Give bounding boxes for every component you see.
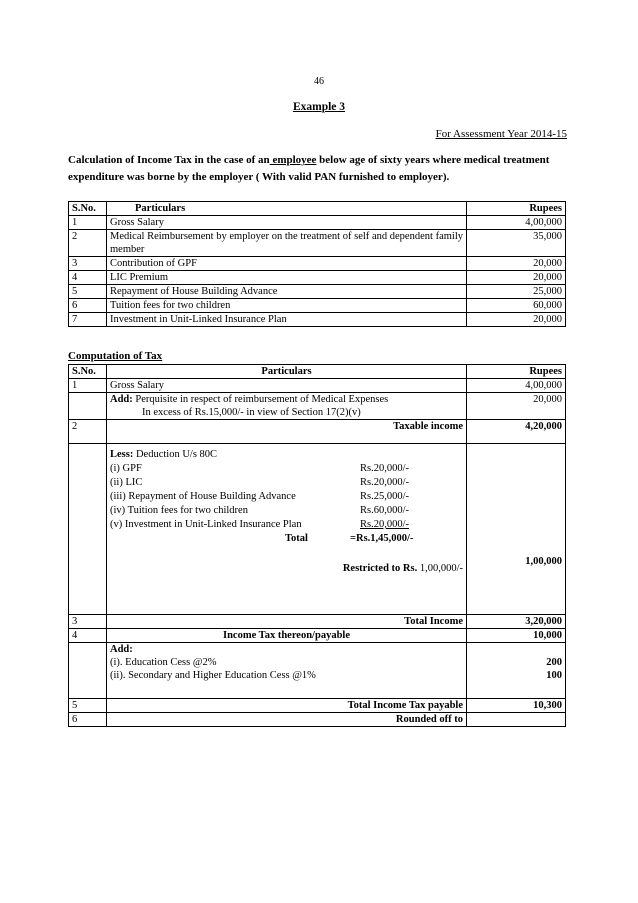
table-row: [69, 313, 566, 327]
row-rupees: 25,000: [467, 285, 566, 299]
computation-header-row: [69, 365, 566, 379]
row-sno: 1: [69, 216, 107, 230]
header-particulars: Particulars: [107, 365, 467, 379]
deduction-item-amount: Rs.20,000/-: [360, 519, 410, 530]
table-row: [69, 420, 566, 444]
header-sno: S.No.: [69, 365, 107, 379]
row-sno: 2: [69, 230, 107, 257]
restricted-line: [343, 562, 463, 575]
deduction-item-amount: Rs.20,000/-: [360, 463, 410, 474]
table-row: [69, 393, 566, 420]
cess-line1: (i). Education Cess @2%: [110, 657, 217, 668]
table-row: [69, 643, 566, 699]
table-row: [69, 299, 566, 313]
header-particulars: Particulars: [107, 202, 467, 216]
table-row: [69, 629, 566, 643]
header-sno: S.No.: [69, 202, 107, 216]
assessment-year: For Assessment Year 2014-15: [435, 128, 567, 140]
deduction-cell: [107, 444, 467, 615]
less-label: Less:: [110, 449, 134, 460]
row-particulars: Income Tax thereon/payable: [107, 629, 467, 643]
deduction-item-name: (iii) Repayment of House Building Advance: [110, 491, 296, 502]
row-particulars: Contribution of GPF: [107, 257, 467, 271]
cess-line2: (ii). Secondary and Higher Education Cess @1%: [110, 670, 316, 681]
calculation-heading: [68, 152, 568, 186]
row-rupees: 3,20,000: [467, 615, 566, 629]
cess-amount1: 200: [546, 657, 562, 668]
add-perquisite: [107, 393, 467, 420]
table-row: [69, 271, 566, 285]
table-row: [69, 230, 566, 257]
row-rupees: 20,000: [467, 313, 566, 327]
row-particulars: Total Income Tax payable: [107, 699, 467, 713]
row-sno: 4: [69, 271, 107, 285]
row-sno: [69, 444, 107, 615]
deduction-item-amount: Rs.25,000/-: [360, 491, 410, 502]
heading-part1: Calculation of Income Tax in the case of an: [68, 154, 270, 166]
deduction-item-name: (i) GPF: [110, 463, 142, 474]
table-row: [69, 379, 566, 393]
deduction-item-amount: Rs.60,000/-: [360, 505, 410, 516]
row-particulars: Medical Reimbursement by employer on the treatment of self and dependent family member: [107, 230, 467, 257]
row-rupees: 4,20,000: [467, 420, 566, 444]
row-rupees: 60,000: [467, 299, 566, 313]
details-table: [68, 201, 566, 327]
header-rupees: Rupees: [467, 365, 566, 379]
row-sno: 3: [69, 615, 107, 629]
deduction-block: [110, 444, 463, 614]
row-sno: 2: [69, 420, 107, 444]
table-row: [69, 713, 566, 727]
total-label: Total: [285, 533, 308, 544]
row-particulars: Gross Salary: [107, 216, 467, 230]
row-sno: 4: [69, 629, 107, 643]
deduction-item-amount: Rs.20,000/-: [360, 477, 410, 488]
row-rupees: 4,00,000: [467, 216, 566, 230]
row-particulars: Taxable income: [107, 420, 467, 444]
table-row: [69, 699, 566, 713]
restricted-label: Restricted to Rs.: [342, 563, 418, 574]
computation-table: [68, 364, 566, 727]
example-title: Example 3: [292, 101, 346, 113]
row-sno: 6: [69, 299, 107, 313]
row-sno: 7: [69, 313, 107, 327]
row-sno: 6: [69, 713, 107, 727]
heading-part2: below age of sixty years where medical treatment expenditure was borne by the employer ( With valid PAN furnished to employer).: [68, 154, 550, 183]
row-rupees: 20,000: [467, 257, 566, 271]
details-header-row: [69, 202, 566, 216]
row-particulars: Total Income: [107, 615, 467, 629]
row-rupees: 10,000: [467, 629, 566, 643]
cess-cell: [107, 643, 467, 699]
row-sno: 1: [69, 379, 107, 393]
table-row: [69, 257, 566, 271]
cess-amount2: 100: [546, 670, 562, 681]
row-sno: [69, 393, 107, 420]
deduction-item-name: (v) Investment in Unit-Linked Insurance Plan: [110, 519, 302, 530]
row-rupees: 20,000: [467, 393, 566, 420]
computation-label: Computation of Tax: [68, 350, 163, 362]
row-rupees: 35,000: [467, 230, 566, 257]
table-row: [69, 444, 566, 615]
row-rupees: 1,00,000: [467, 444, 566, 615]
header-rupees: Rupees: [467, 202, 566, 216]
row-rupees: [467, 713, 566, 727]
total-amount: =Rs.1,45,000/-: [350, 533, 414, 544]
add-line1: Perquisite in respect of reimbursement of Medical Expenses: [132, 394, 389, 405]
row-rupees: 20,000: [467, 271, 566, 285]
table-row: [69, 285, 566, 299]
add-line2: In excess of Rs.15,000/- in view of Section 17(2)(v): [142, 407, 361, 418]
row-sno: 5: [69, 699, 107, 713]
row-sno: 3: [69, 257, 107, 271]
deduction-item-name: (iv) Tuition fees for two children: [110, 505, 248, 516]
row-particulars: Investment in Unit-Linked Insurance Plan: [107, 313, 467, 327]
row-particulars: Rounded off to: [107, 713, 467, 727]
row-rupees: 4,00,000: [467, 379, 566, 393]
add-label: Add:: [110, 394, 133, 405]
cess-amounts: [467, 643, 566, 699]
less-heading: [110, 448, 217, 461]
cess-add-label: Add:: [110, 644, 133, 655]
row-particulars: Repayment of House Building Advance: [107, 285, 467, 299]
page-number: 46: [314, 76, 324, 87]
row-sno: [69, 643, 107, 699]
restricted-amount: 1,00,000/-: [417, 563, 463, 574]
heading-emphasis: employee: [269, 154, 317, 166]
row-particulars: Gross Salary: [107, 379, 467, 393]
less-title: Deduction U/s 80C: [133, 449, 218, 460]
row-sno: 5: [69, 285, 107, 299]
row-particulars: Tuition fees for two children: [107, 299, 467, 313]
row-particulars: LIC Premium: [107, 271, 467, 285]
row-rupees: 10,300: [467, 699, 566, 713]
deduction-item-name: (ii) LIC: [110, 477, 143, 488]
table-row: [69, 615, 566, 629]
table-row: [69, 216, 566, 230]
